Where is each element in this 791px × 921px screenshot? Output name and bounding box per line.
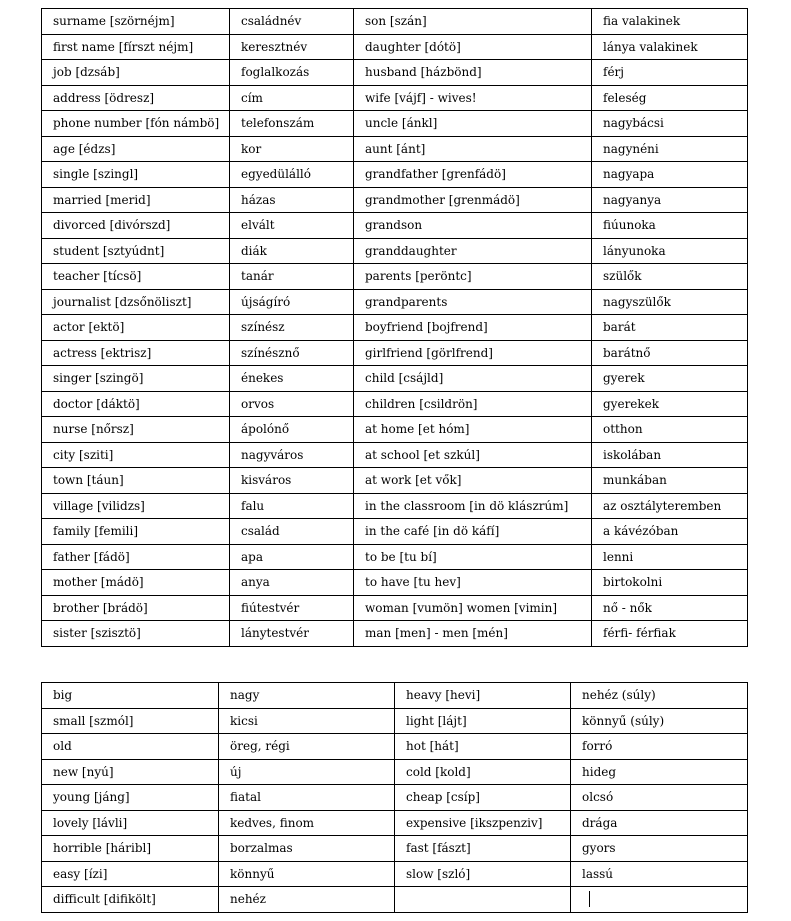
table-row — [42, 417, 748, 443]
table-row — [42, 734, 748, 760]
table-cell[interactable]: uncle [ánkl] — [354, 111, 592, 137]
table-cell[interactable]: to be [tu bí] — [354, 544, 592, 570]
table-row — [42, 759, 748, 785]
table-cell[interactable]: brother [brádö] — [42, 595, 230, 621]
table-cell[interactable]: actor [ektö] — [42, 315, 230, 341]
table-cell[interactable]: lánya valakinek — [592, 34, 748, 60]
table-cell[interactable]: expensive [ikszpenziv] — [395, 810, 571, 836]
table-cell[interactable]: új — [219, 759, 395, 785]
table-row — [42, 187, 748, 213]
table-cell[interactable]: horrible [háribl] — [42, 836, 219, 862]
table-row — [42, 391, 748, 417]
table-cell[interactable]: lovely [lávli] — [42, 810, 219, 836]
table-cell[interactable]: children [csildrön] — [354, 391, 592, 417]
table-cell[interactable]: woman [vumön] women [vimin] — [354, 595, 592, 621]
table-cell[interactable]: divorced [divórszd] — [42, 213, 230, 239]
table-cell[interactable]: fast [fászt] — [395, 836, 571, 862]
table-row — [42, 289, 748, 315]
table-cell[interactable]: grandson — [354, 213, 592, 239]
table-cell[interactable]: married [merid] — [42, 187, 230, 213]
table-row — [42, 683, 748, 709]
table-row — [42, 315, 748, 341]
table-cell[interactable]: feleség — [592, 85, 748, 111]
table-cell[interactable]: city [sziti] — [42, 442, 230, 468]
table-cell[interactable]: könnyű (súly) — [571, 708, 748, 734]
table-cell[interactable]: nő - nők — [592, 595, 748, 621]
table-row — [42, 238, 748, 264]
table-cell[interactable]: difficult [difikölt] — [42, 887, 219, 913]
table-cell[interactable]: mother [mádö] — [42, 570, 230, 596]
table-cell[interactable]: anya — [230, 570, 354, 596]
table-row — [42, 468, 748, 494]
table-cell[interactable]: child [csájld] — [354, 366, 592, 392]
table-cell[interactable]: drága — [571, 810, 748, 836]
table-cell[interactable]: fiúunoka — [592, 213, 748, 239]
table-cell[interactable]: fiatal — [219, 785, 395, 811]
table-cell[interactable]: town [táun] — [42, 468, 230, 494]
table-cell[interactable]: a kávézóban — [592, 519, 748, 545]
table-row — [42, 595, 748, 621]
table-cell[interactable]: könnyű — [219, 861, 395, 887]
table-cell[interactable]: student [sztyúdnt] — [42, 238, 230, 264]
table-cell[interactable]: fiútestvér — [230, 595, 354, 621]
table-cell[interactable]: birtokolni — [592, 570, 748, 596]
table-row — [42, 544, 748, 570]
table-row — [42, 861, 748, 887]
table-cell[interactable]: orvos — [230, 391, 354, 417]
table-cell[interactable]: at home [et hóm] — [354, 417, 592, 443]
table-row — [42, 162, 748, 188]
table-cell[interactable]: kedves, finom — [219, 810, 395, 836]
table-cell[interactable]: grandmother [grenmádö] — [354, 187, 592, 213]
table-row — [42, 442, 748, 468]
table-row — [42, 9, 748, 35]
table-cell[interactable]: family [femili] — [42, 519, 230, 545]
table-cell[interactable]: nagyváros — [230, 442, 354, 468]
table-cell[interactable] — [571, 887, 748, 913]
table-cell[interactable]: man [men] - men [mén] — [354, 621, 592, 647]
table-cell[interactable]: szülők — [592, 264, 748, 290]
table-cell[interactable]: cím — [230, 85, 354, 111]
table-cell[interactable]: nagybácsi — [592, 111, 748, 137]
table-cell[interactable]: lányunoka — [592, 238, 748, 264]
table-cell[interactable]: cheap [csíp] — [395, 785, 571, 811]
table-cell[interactable]: házas — [230, 187, 354, 213]
table-cell[interactable]: színésznő — [230, 340, 354, 366]
table-row — [42, 60, 748, 86]
table-cell[interactable]: nagyapa — [592, 162, 748, 188]
table-cell[interactable]: wife [vájf] - wives! — [354, 85, 592, 111]
table-cell[interactable]: nehéz — [219, 887, 395, 913]
table-cell[interactable]: small [szmól] — [42, 708, 219, 734]
table-cell[interactable]: kor — [230, 136, 354, 162]
table-cell[interactable]: girlfriend [görlfrend] — [354, 340, 592, 366]
table-row — [42, 836, 748, 862]
table-cell[interactable]: aunt [ánt] — [354, 136, 592, 162]
table-row — [42, 264, 748, 290]
table-cell[interactable]: old — [42, 734, 219, 760]
table-cell[interactable]: in the classroom [in dö klászrúm] — [354, 493, 592, 519]
table-cell[interactable]: parents [peröntc] — [354, 264, 592, 290]
vocabulary-table-1 — [41, 8, 748, 647]
table-row — [42, 340, 748, 366]
table-cell[interactable]: olcsó — [571, 785, 748, 811]
table-cell[interactable]: teacher [tícsö] — [42, 264, 230, 290]
table-cell[interactable]: ápolónő — [230, 417, 354, 443]
table-cell[interactable]: gyerekek — [592, 391, 748, 417]
table-row — [42, 519, 748, 545]
table-cell[interactable]: to have [tu hev] — [354, 570, 592, 596]
table-cell[interactable]: nagynéni — [592, 136, 748, 162]
table-cell[interactable]: hideg — [571, 759, 748, 785]
table-cell[interactable]: nagy — [219, 683, 395, 709]
table-cell[interactable]: telefonszám — [230, 111, 354, 137]
table-cell[interactable]: forró — [571, 734, 748, 760]
table-cell[interactable]: single [szingl] — [42, 162, 230, 188]
table-cell[interactable]: in the café [in dö káfí] — [354, 519, 592, 545]
table-cell[interactable]: phone number [fón námbö] — [42, 111, 230, 137]
vocabulary-table-2 — [41, 682, 748, 913]
table-cell[interactable]: elvált — [230, 213, 354, 239]
table-cell[interactable]: age [édzs] — [42, 136, 230, 162]
table-cell[interactable]: village [vilidzs] — [42, 493, 230, 519]
table-cell[interactable]: heavy [hevi] — [395, 683, 571, 709]
table-cell[interactable]: öreg, régi — [219, 734, 395, 760]
table-row — [42, 621, 748, 647]
table-cell[interactable]: son [szán] — [354, 9, 592, 35]
table-cell[interactable]: father [fádö] — [42, 544, 230, 570]
table-cell[interactable]: first name [fírszt néjm] — [42, 34, 230, 60]
table-cell[interactable]: easy [ízi] — [42, 861, 219, 887]
table-cell[interactable]: családnév — [230, 9, 354, 35]
table-row — [42, 887, 748, 913]
table-cell[interactable]: doctor [dáktö] — [42, 391, 230, 417]
table-cell[interactable]: kicsi — [219, 708, 395, 734]
text-cursor — [589, 891, 590, 907]
table-cell[interactable]: journalist [dzsőnöliszt] — [42, 289, 230, 315]
table-cell[interactable]: lánytestvér — [230, 621, 354, 647]
table-cell[interactable]: surname [szörnéjm] — [42, 9, 230, 35]
table-cell[interactable]: iskolában — [592, 442, 748, 468]
table-cell[interactable]: férj — [592, 60, 748, 86]
table-cell[interactable]: borzalmas — [219, 836, 395, 862]
table-cell[interactable]: address [ödresz] — [42, 85, 230, 111]
table-cell[interactable]: keresztnév — [230, 34, 354, 60]
table-cell[interactable]: munkában — [592, 468, 748, 494]
table-cell[interactable]: husband [házbönd] — [354, 60, 592, 86]
table-cell[interactable]: grandfather [grenfádö] — [354, 162, 592, 188]
table-row — [42, 34, 748, 60]
table-row — [42, 213, 748, 239]
table-row — [42, 111, 748, 137]
table-cell[interactable]: az osztályteremben — [592, 493, 748, 519]
table-cell[interactable]: diák — [230, 238, 354, 264]
table-cell[interactable]: new [nyú] — [42, 759, 219, 785]
table-cell[interactable]: nagyanya — [592, 187, 748, 213]
table-cell[interactable]: nagyszülők — [592, 289, 748, 315]
table-cell[interactable]: at work [et vők] — [354, 468, 592, 494]
table-cell[interactable]: slow [szló] — [395, 861, 571, 887]
table-cell[interactable]: lenni — [592, 544, 748, 570]
table-row — [42, 366, 748, 392]
table-row — [42, 810, 748, 836]
table-cell[interactable]: actress [ektrisz] — [42, 340, 230, 366]
table-cell[interactable]: lassú — [571, 861, 748, 887]
table-cell[interactable]: young [jáng] — [42, 785, 219, 811]
table-cell[interactable]: at school [et szkúl] — [354, 442, 592, 468]
table-cell[interactable]: gyors — [571, 836, 748, 862]
table-cell[interactable]: light [lájt] — [395, 708, 571, 734]
table-cell[interactable]: újságíró — [230, 289, 354, 315]
table-cell[interactable]: sister [szisztö] — [42, 621, 230, 647]
table-cell[interactable]: nehéz (súly) — [571, 683, 748, 709]
table-cell[interactable]: big — [42, 683, 219, 709]
table-row — [42, 570, 748, 596]
table-cell[interactable]: férfi- férfiak — [592, 621, 748, 647]
table-cell[interactable]: barátnő — [592, 340, 748, 366]
table-cell[interactable]: gyerek — [592, 366, 748, 392]
table-cell[interactable]: tanár — [230, 264, 354, 290]
table-cell[interactable]: grandparents — [354, 289, 592, 315]
table-row — [42, 85, 748, 111]
table-row — [42, 136, 748, 162]
table-cell[interactable]: színész — [230, 315, 354, 341]
table-cell[interactable]: hot [hát] — [395, 734, 571, 760]
table-row — [42, 708, 748, 734]
table-cell[interactable]: job [dzsáb] — [42, 60, 230, 86]
table-cell[interactable]: nurse [nőrsz] — [42, 417, 230, 443]
table-cell[interactable]: cold [kold] — [395, 759, 571, 785]
table-cell[interactable]: foglalkozás — [230, 60, 354, 86]
table-cell[interactable]: apa — [230, 544, 354, 570]
table-cell[interactable]: otthon — [592, 417, 748, 443]
table-cell[interactable]: granddaughter — [354, 238, 592, 264]
table-cell[interactable]: család — [230, 519, 354, 545]
table-cell[interactable]: boyfriend [bojfrend] — [354, 315, 592, 341]
table-cell[interactable]: falu — [230, 493, 354, 519]
table-row — [42, 493, 748, 519]
table-cell[interactable]: egyedülálló — [230, 162, 354, 188]
table-row — [42, 785, 748, 811]
table-cell[interactable]: kisváros — [230, 468, 354, 494]
table-cell[interactable] — [395, 887, 571, 913]
table-cell[interactable]: daughter [dótö] — [354, 34, 592, 60]
table-cell[interactable]: singer [szingö] — [42, 366, 230, 392]
table-cell[interactable]: énekes — [230, 366, 354, 392]
table-cell[interactable]: fia valakinek — [592, 9, 748, 35]
table-cell[interactable]: barát — [592, 315, 748, 341]
